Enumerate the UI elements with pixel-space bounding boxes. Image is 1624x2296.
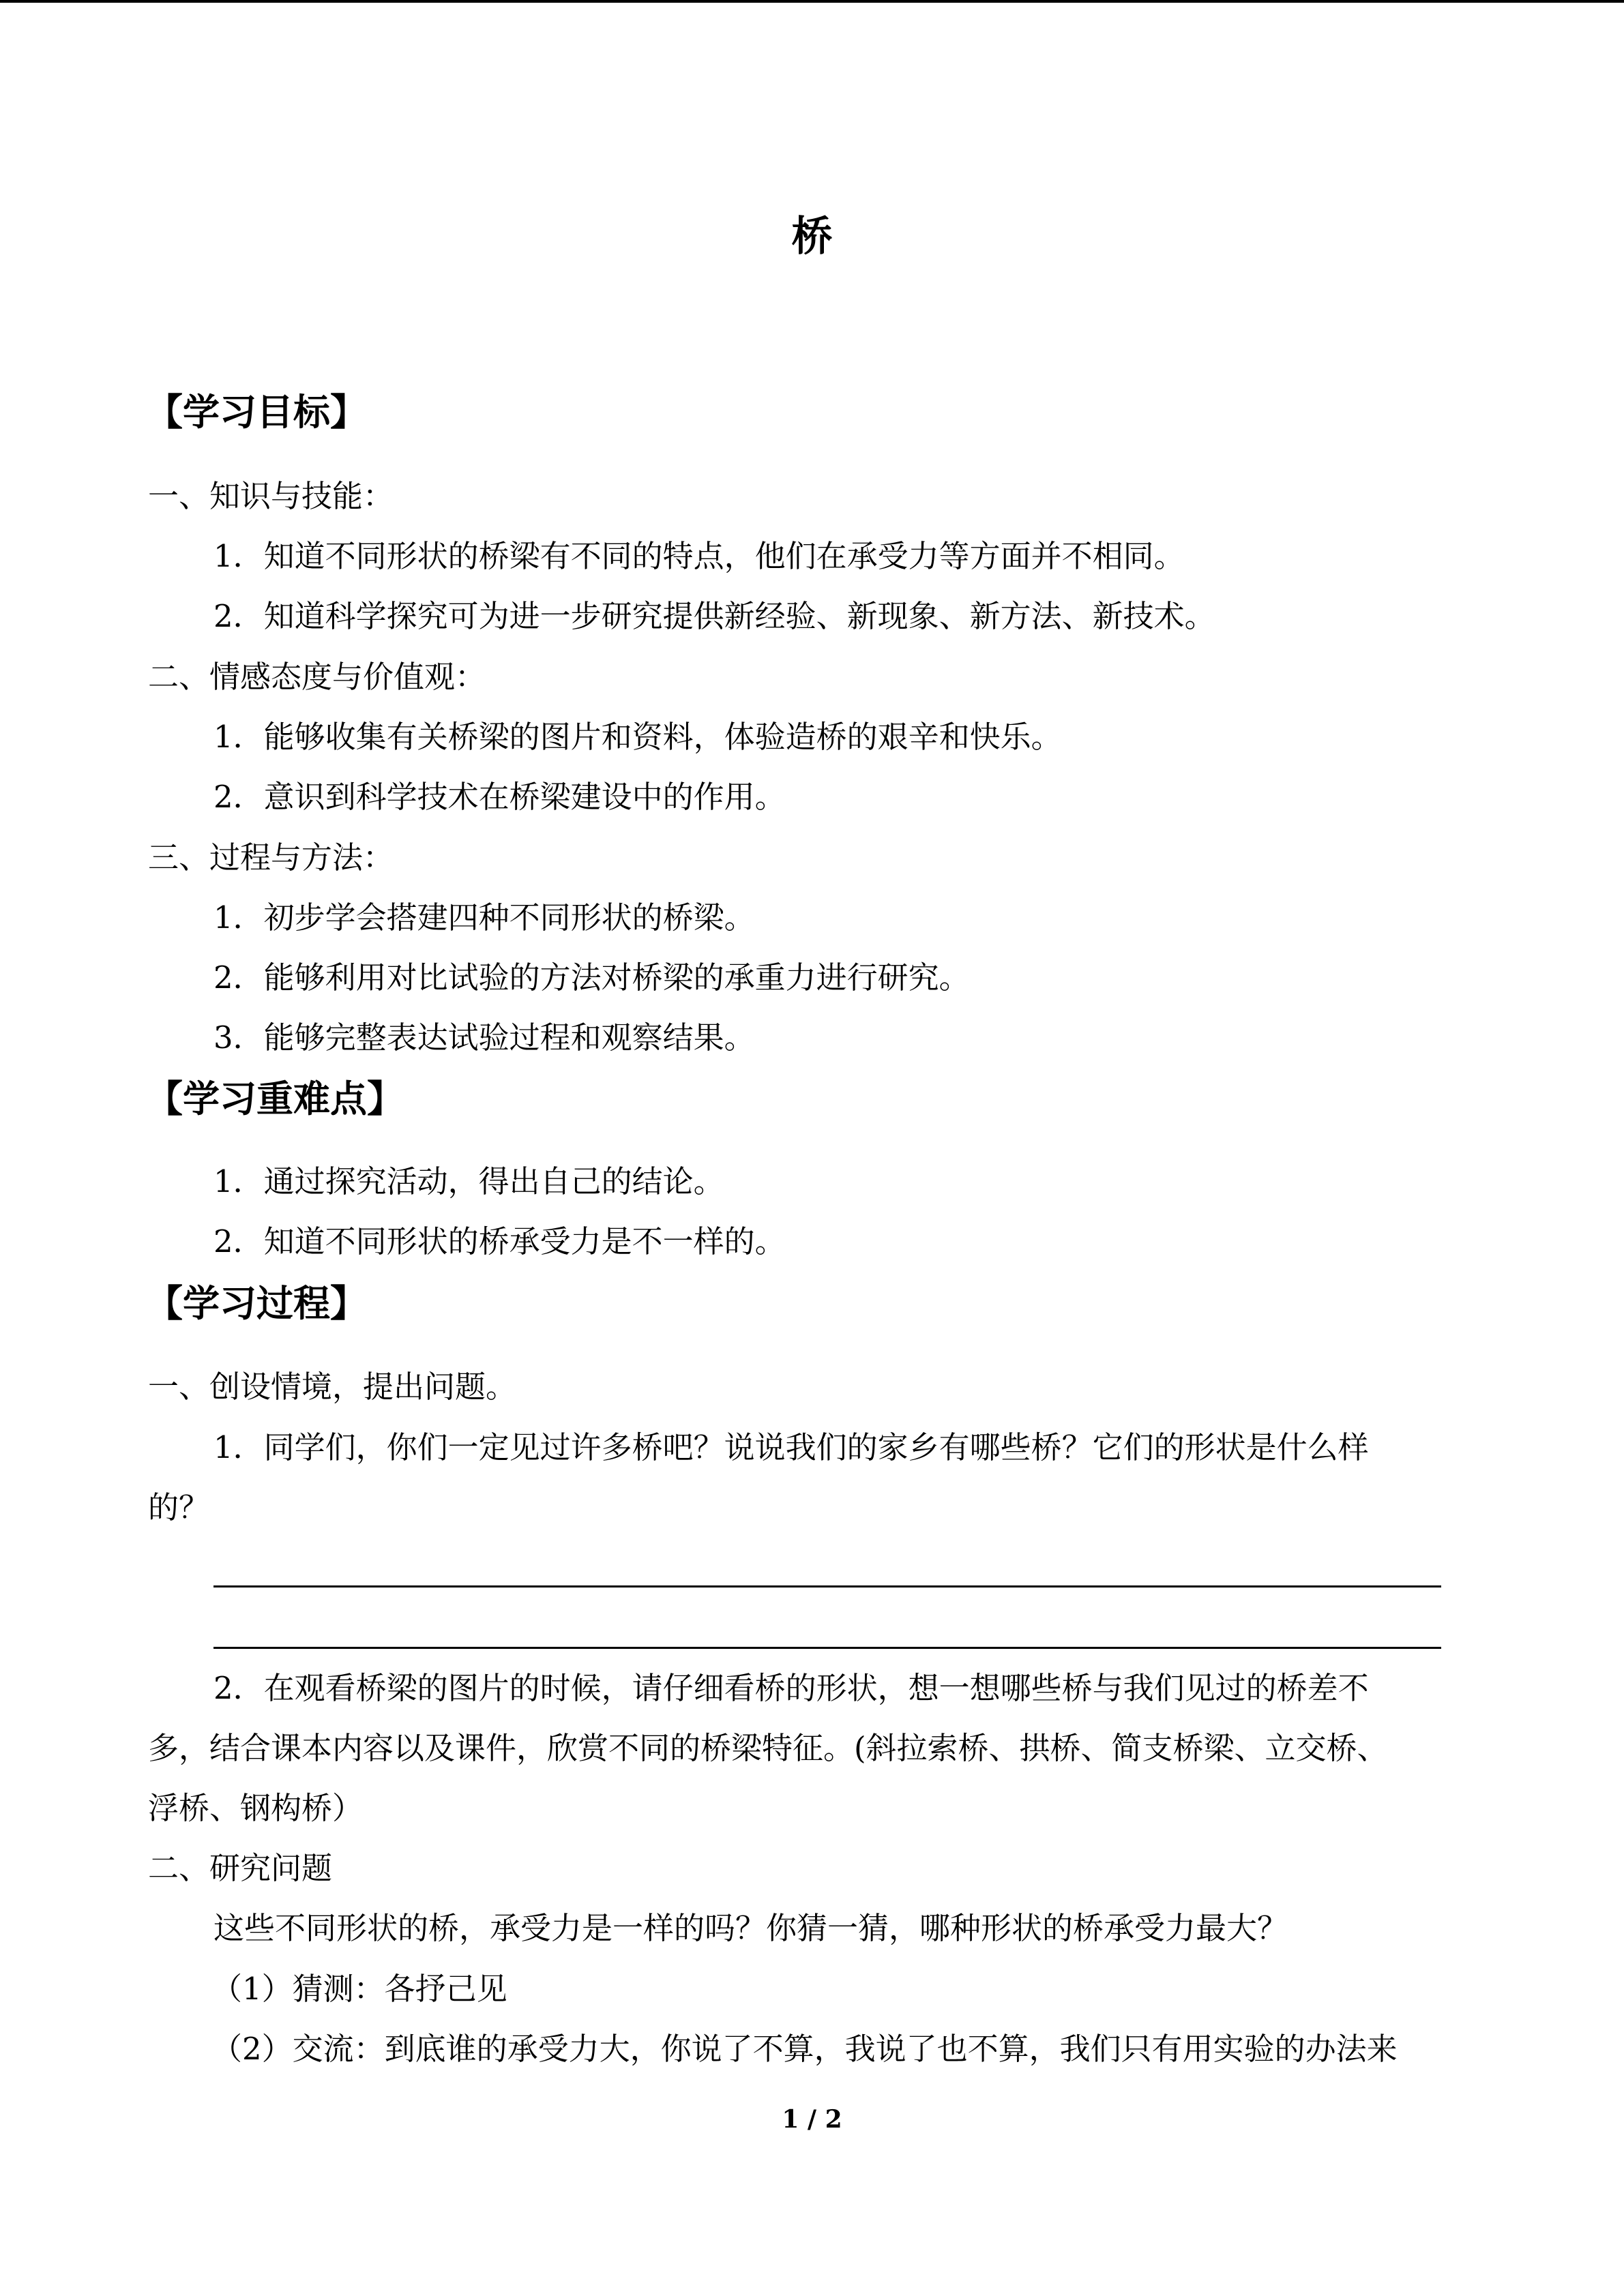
goals-method-heading: 三、过程与方法： (148, 839, 394, 876)
page-top-border (0, 0, 1624, 3)
goals-emotion-item: 2．意识到科学技术在桥梁建设中的作用。 (213, 779, 786, 815)
section-heading-process: 【学习过程】 (146, 1282, 367, 1325)
page-indicator: 1 / 2 (782, 2105, 842, 2134)
section-heading-goals: 【学习目标】 (146, 391, 367, 434)
process-question-2-continued: 浮桥、钢构桥） (148, 1790, 364, 1826)
process-part1-heading: 一、创设情境，提出问题。 (148, 1369, 517, 1405)
goals-emotion-heading: 二、情感态度与价值观： (148, 659, 486, 695)
process-question-2-continued: 多，结合课本内容以及课件，欣赏不同的桥梁特征。(斜拉索桥、拱桥、简支桥梁、立交桥、 (148, 1730, 1388, 1766)
process-question-2: 2．在观看桥梁的图片的时候，请仔细看桥的形状，想一想哪些桥与我们见过的桥差不 (213, 1670, 1369, 1706)
process-question-1-continued: 的？ (148, 1489, 210, 1525)
section-heading-key-points: 【学习重难点】 (146, 1077, 404, 1120)
answer-line (213, 1585, 1441, 1587)
key-point-item: 1．通过探究活动，得出自己的结论。 (213, 1163, 724, 1199)
goals-knowledge-item: 1．知道不同形状的桥梁有不同的特点，他们在承受力等方面并不相同。 (213, 538, 1185, 574)
answer-line (213, 1647, 1441, 1649)
goals-method-item: 1．初步学会搭建四种不同形状的桥梁。 (213, 899, 755, 936)
process-question-1: 1．同学们，你们一定见过许多桥吧？说说我们的家乡有哪些桥？它们的形状是什么样 (213, 1429, 1369, 1465)
process-exchange: （2）交流：到底谁的承受力大，你说了不算，我说了也不算，我们只有用实验的办法来 (211, 2031, 1398, 2067)
goals-method-item: 2．能够利用对比试验的方法对桥梁的承重力进行研究。 (213, 959, 970, 996)
goals-knowledge-item: 2．知道科学探究可为进一步研究提供新经验、新现象、新方法、新技术。 (213, 598, 1215, 634)
key-point-item: 2．知道不同形状的桥承受力是不一样的。 (213, 1223, 786, 1259)
document-title: 桥 (791, 213, 833, 260)
goals-emotion-item: 1．能够收集有关桥梁的图片和资料，体验造桥的艰辛和快乐。 (213, 719, 1062, 755)
process-part2-heading: 二、研究问题 (148, 1850, 333, 1886)
process-research-question: 这些不同形状的桥，承受力是一样的吗？你猜一猜，哪种形状的桥承受力最大？ (213, 1910, 1288, 1946)
process-guess: （1）猜测：各抒己见 (211, 1971, 507, 2007)
goals-method-item: 3．能够完整表达试验过程和观察结果。 (213, 1019, 755, 1056)
goals-knowledge-heading: 一、知识与技能： (148, 478, 394, 514)
